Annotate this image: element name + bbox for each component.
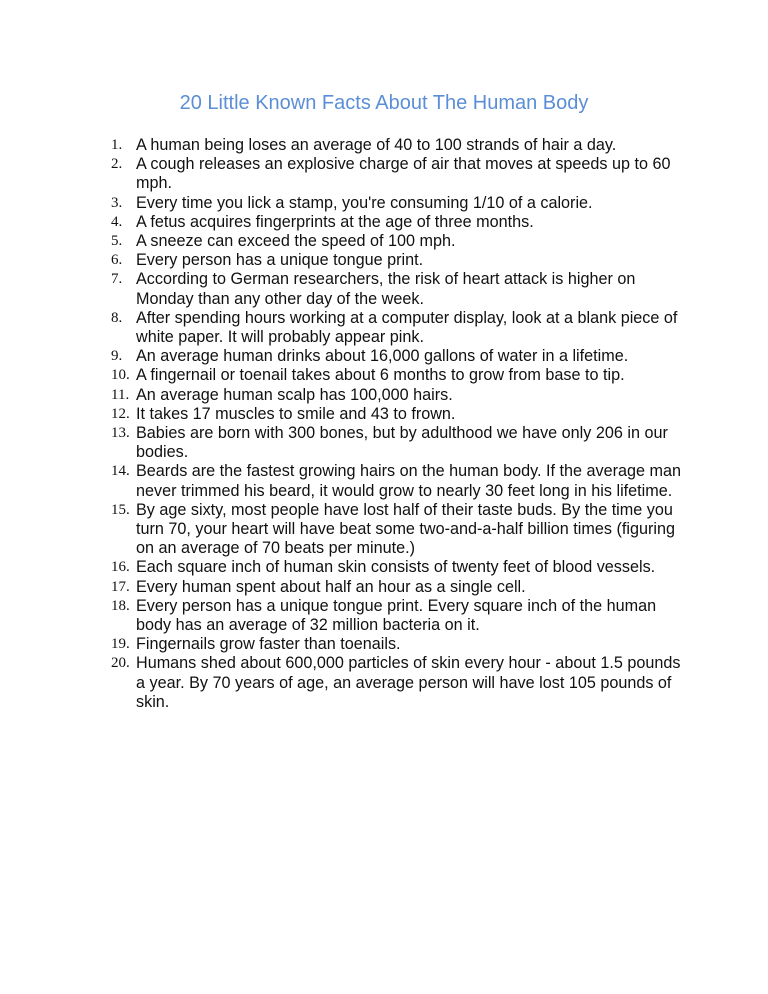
- fact-number: 16.: [111, 559, 130, 576]
- fact-item: [111, 501, 681, 559]
- fact-text: Babies are born with 300 bones, but by adulthood we have only 206 in our bodies.: [136, 424, 668, 462]
- fact-number: 15.: [111, 501, 130, 518]
- fact-item: [111, 654, 681, 712]
- fact-number: 1.: [111, 137, 123, 153]
- fact-item: [111, 597, 681, 635]
- fact-text: An average human drinks about 16,000 gallons of water in a lifetime.: [136, 347, 629, 366]
- fact-item: [111, 347, 681, 366]
- fact-number: 4.: [111, 213, 123, 230]
- fact-number: 17.: [111, 578, 130, 595]
- fact-item: [111, 309, 681, 347]
- fact-item: [111, 635, 681, 654]
- fact-number: 6.: [111, 252, 123, 269]
- fact-text: After spending hours working at a computer display, look at a blank piece of white paper. It will probably appear pink.: [136, 308, 678, 347]
- fact-text: A human being loses an average of 40 to 100 strands of hair a day.: [136, 136, 617, 154]
- fact-number: 13.: [111, 425, 130, 442]
- fact-item: [111, 462, 681, 500]
- fact-number: 7.: [111, 271, 123, 288]
- fact-number: 5.: [111, 233, 123, 250]
- fact-text: Every human spent about half an hour as a single cell.: [136, 577, 526, 596]
- fact-number: 2.: [111, 156, 123, 173]
- fact-item: [111, 155, 681, 193]
- fact-item: [111, 136, 681, 155]
- fact-text: Every person has a unique tongue print.: [136, 251, 424, 270]
- fact-text: Each square inch of human skin consists of twenty feet of blood vessels.: [136, 558, 656, 577]
- fact-text: Fingernails grow faster than toenails.: [136, 635, 401, 654]
- fact-number: 10.: [111, 367, 130, 384]
- fact-item: [111, 424, 681, 462]
- fact-number: 14.: [111, 463, 130, 480]
- page-title: 20 Little Known Facts About The Human Body: [179, 92, 589, 114]
- fact-text: Every person has a unique tongue print. Every square inch of the human body has an average of 32 million bacteria on it.: [136, 596, 657, 635]
- fact-text: According to German researchers, the risk of heart attack is higher on Monday than any other day of the week.: [136, 270, 636, 308]
- fact-number: 3.: [111, 194, 123, 211]
- fact-text: Humans shed about 600,000 particles of skin every hour - about 1.5 pounds a year. By 70 years of age, an average person will have lost 105 pounds of skin.: [136, 654, 681, 711]
- fact-item: [111, 405, 681, 424]
- fact-text: It takes 17 muscles to smile and 43 to frown.: [136, 404, 456, 423]
- fact-text: A sneeze can exceed the speed of 100 mph.: [136, 232, 456, 251]
- fact-text: A cough releases an explosive charge of air that moves at speeds up to 60 mph.: [136, 155, 671, 193]
- fact-number: 8.: [111, 309, 123, 326]
- fact-item: [111, 251, 681, 270]
- fact-item: [111, 386, 681, 405]
- fact-item: [111, 366, 681, 385]
- fact-number: 9.: [111, 348, 123, 365]
- fact-item: [111, 194, 681, 213]
- fact-item: [111, 578, 681, 597]
- facts-list: [111, 136, 681, 712]
- fact-number: 20.: [111, 655, 130, 672]
- fact-item: [111, 558, 681, 577]
- fact-text: Every time you lick a stamp, you're consuming 1/10 of a calorie.: [136, 193, 593, 212]
- fact-item: [111, 213, 681, 232]
- fact-item: [111, 232, 681, 251]
- fact-text: A fingernail or toenail takes about 6 months to grow from base to tip.: [136, 366, 625, 385]
- fact-text: An average human scalp has 100,000 hairs.: [136, 385, 453, 404]
- fact-number: 11.: [111, 386, 130, 403]
- fact-text: By age sixty, most people have lost half of their taste buds. By the time you turn 70, your heart will have beat some two-and-a-half billion times (figuring on an average of 70 beats per minute.): [136, 500, 675, 558]
- fact-item: [111, 270, 681, 308]
- fact-number: 12.: [111, 405, 130, 422]
- fact-text: A fetus acquires fingerprints at the age of three months.: [136, 212, 534, 231]
- fact-number: 19.: [111, 636, 130, 653]
- fact-text: Beards are the fastest growing hairs on the human body. If the average man never trimmed his beard, it would grow to nearly 30 feet long in his lifetime.: [136, 462, 681, 500]
- fact-number: 18.: [111, 597, 130, 614]
